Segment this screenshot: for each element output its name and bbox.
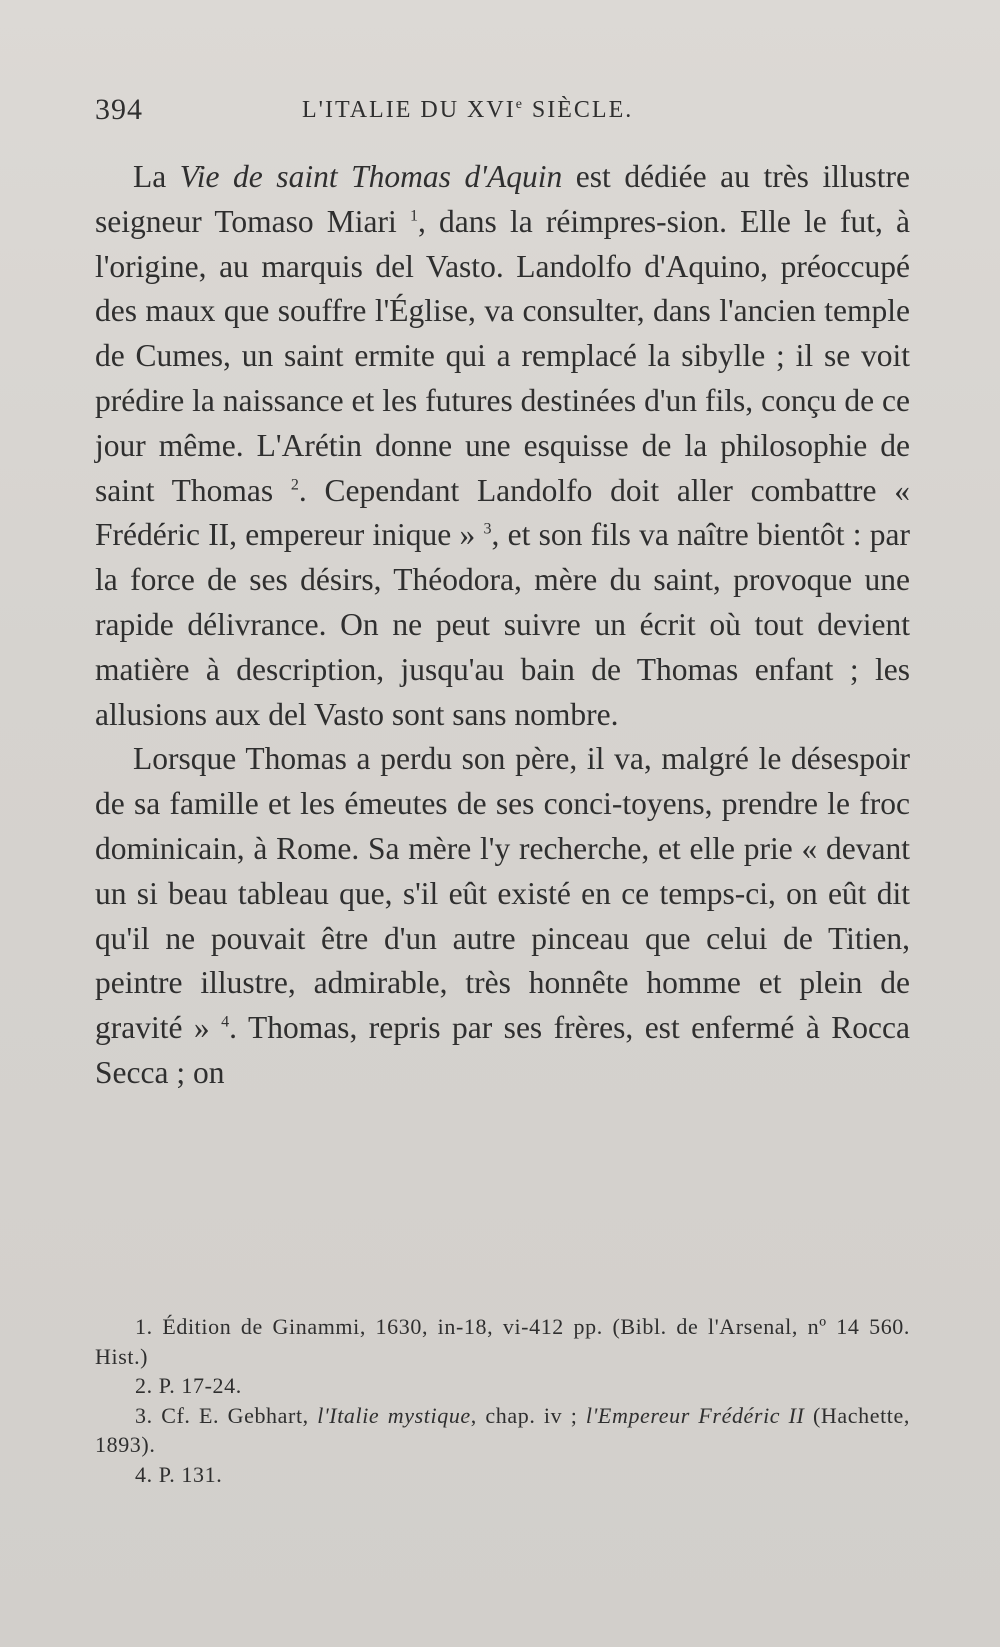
text-span: , et son fils va naître bientôt : par la force de ses désirs, Théodora, mère du saint, provoque une rapide délivrance. On ne peut suivre un écrit où tout devient matière à description, jusqu'au bain de Thomas enfant ; les allusions aux del Vasto sont sans nombre. <box>95 517 910 732</box>
footnote-1: 1. Édition de Ginammi, 1630, in-18, vi-412 pp. (Bibl. de l'Arsenal, nº 14 560. Hist.) <box>95 1314 910 1369</box>
footnote-2: 2. P. 17-24. <box>135 1373 242 1398</box>
text-span: , dans la réimpres-sion. Elle le fut, à l'origine, au marquis del Vasto. Landolfo d'Aquino, préoccupé des maux que souffre l'Église, va consulter, dans l'ancien temple de Cumes, un saint ermite qui a remplacé la sibylle ; il se voit prédire la naissance et les futures destinées d'un fils, conçu de ce jour même. L'Arétin donne une esquisse de la philosophie de saint Thomas <box>95 203 910 508</box>
text-span: Lorsque Thomas a perdu son père, il va, malgré le désespoir de sa famille et les émeutes de ses conci-toyens, prendre le froc dominicain, à Rome. Sa mère l'y recherche, et elle prie « devant un si beau tableau que, s'il eût existé en ce temps-ci, on eût dit qu'il ne pouvait être d'un autre pinceau que celui de Titien, peintre illustre, admirable, très honnête homme et plein de gravité » <box>95 741 910 1046</box>
page-number: 394 <box>95 93 143 126</box>
footnote-ref-1[interactable]: 1 <box>409 207 418 225</box>
running-head-end: SIÈCLE. <box>523 97 634 123</box>
paragraph-1 <box>95 155 910 737</box>
text-span: . Thomas, repris par ses frères, est enfermé à Rocca Secca ; on <box>95 1010 910 1090</box>
footnote-4: 4. P. 131. <box>135 1461 223 1487</box>
text-span: , chap. iv ; <box>470 1402 586 1428</box>
footnote-3 <box>95 1401 910 1460</box>
text-span: est dédiée au très illustre seigneur Tomaso Miari <box>95 159 910 239</box>
page-header <box>95 93 905 133</box>
footnote-ref-2[interactable]: 2 <box>290 476 299 494</box>
text-span: La <box>133 159 180 194</box>
cited-title: l'Italie mystique <box>317 1402 471 1428</box>
running-head-superscript: e <box>515 97 524 112</box>
running-head-text: L'ITALIE DU XVI <box>302 97 516 123</box>
paragraph-2 <box>95 737 910 1095</box>
text-span: . Cependant Landolfo doit aller combattre « Frédéric II, empereur inique » <box>95 472 910 553</box>
footnote-ref-4[interactable]: 4 <box>221 1013 230 1031</box>
text-span: (Hachette, 1893). <box>95 1402 910 1457</box>
running-head <box>302 97 633 124</box>
cited-title: l'Empereur Frédéric II <box>585 1402 805 1428</box>
body-text <box>95 155 910 1096</box>
book-title: Vie de saint Thomas d'Aquin <box>179 159 563 194</box>
text-span: 3. Cf. E. Gebhart, <box>135 1402 318 1428</box>
footnote-ref-3[interactable]: 3 <box>483 520 492 538</box>
footnotes <box>95 1312 910 1489</box>
